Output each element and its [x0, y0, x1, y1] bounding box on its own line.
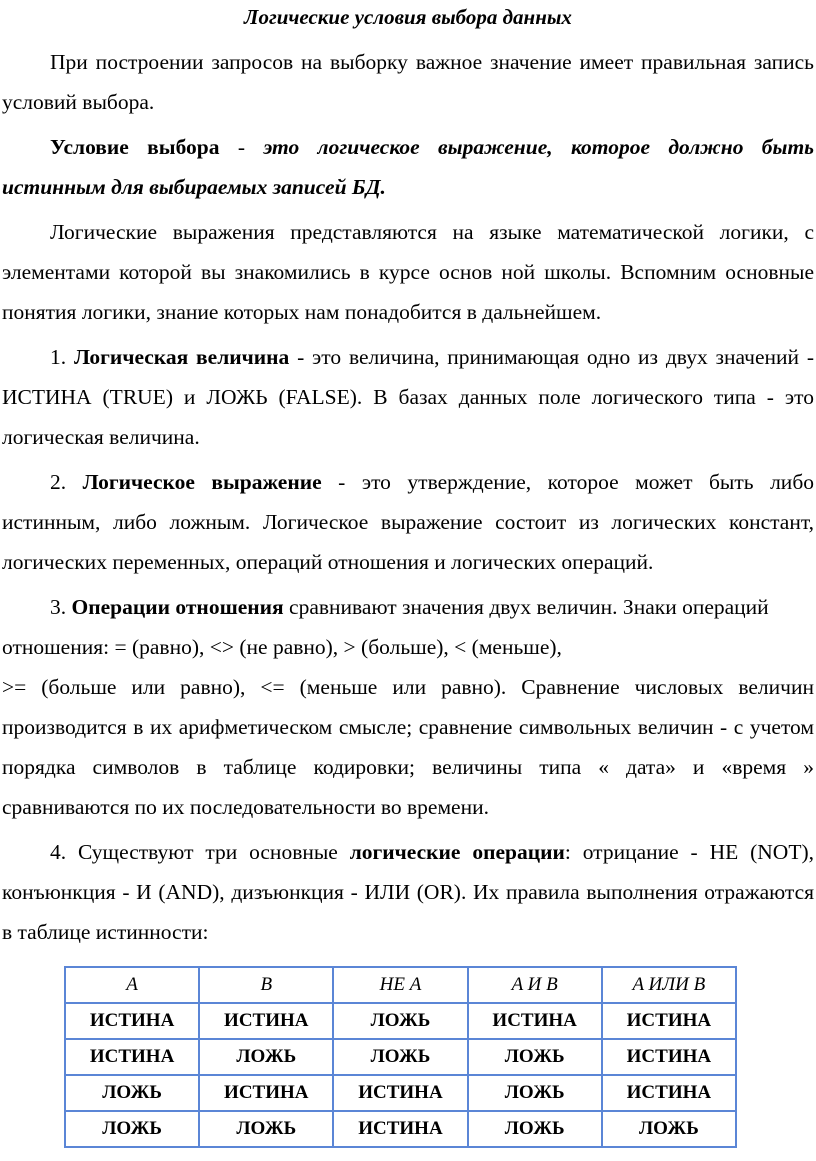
- header-cell: A: [65, 967, 199, 1003]
- table-cell: ЛОЖЬ: [602, 1111, 736, 1147]
- table-cell: ИСТИНА: [602, 1003, 736, 1039]
- item-2: [2, 462, 814, 582]
- document-page: [0, 2, 816, 1148]
- item-3: [2, 587, 814, 667]
- table-row: [65, 1075, 736, 1111]
- header-cell: A ИЛИ B: [602, 967, 736, 1003]
- item-3-continued: >= (больше или равно), <= (меньше или равно). Сравнение числовых величин производится в их арифметическом смысле; сравнение символьных величин - с учетом порядка символов в таблице кодировки; величины типа « дата» и «время » сравниваются по их последовательности во времени.: [2, 675, 814, 819]
- term: Условие выбора: [50, 135, 220, 159]
- item-1: [2, 337, 814, 457]
- item-number: 2.: [50, 470, 83, 494]
- table-cell: ИСТИНА: [65, 1003, 199, 1039]
- table-cell: ИСТИНА: [468, 1003, 602, 1039]
- item-number: 4.: [50, 840, 78, 864]
- table-cell: ЛОЖЬ: [333, 1039, 467, 1075]
- header-cell: НЕ A: [333, 967, 467, 1003]
- document-title: Логические условия выбора данных: [244, 5, 572, 29]
- table-cell: ИСТИНА: [602, 1039, 736, 1075]
- table-cell: ИСТИНА: [333, 1075, 467, 1111]
- table-row: [65, 1111, 736, 1147]
- item-text: - это величина, принимающая одно из двух значений - ИСТИНА (TRUE) и ЛОЖЬ (FALSE). В базах данных поле логического типа - это логическая величина.: [2, 345, 815, 449]
- term: Логическое выражение: [82, 470, 322, 494]
- paragraph-logic: Логические выражения представляются на языке математической логики, с элементами которой вы знакомились в курсе основ ной школы. Вспомним основные понятия логики, знание которых нам понадобится в дальнейшем.: [2, 220, 814, 324]
- separator: -: [219, 135, 264, 159]
- item-4: [2, 832, 814, 952]
- term: Операции отношения: [71, 595, 284, 619]
- term: Логическая величина: [73, 345, 290, 369]
- definition: это логическое выражение, которое должно быть истинным для выбираемых записей БД.: [2, 135, 815, 199]
- table-cell: ИСТИНА: [333, 1111, 467, 1147]
- table-cell: ИСТИНА: [199, 1075, 333, 1111]
- table-cell: ЛОЖЬ: [468, 1039, 602, 1075]
- truth-table: [64, 966, 737, 1148]
- item-text: Существуют три основные: [78, 840, 350, 864]
- paragraph-definition: [2, 127, 814, 207]
- paragraph-intro: При построении запросов на выборку важное значение имеет правильная запись условий выбора.: [2, 50, 814, 114]
- item-number: 3.: [50, 595, 72, 619]
- item-text: сравнивают значения двух величин. Знаки операций отношения: = (равно), <> (не равно), > (больше), < (меньше),: [2, 595, 769, 659]
- table-cell: ИСТИНА: [199, 1003, 333, 1039]
- item-text: - это утверждение, которое может быть либо истинным, либо ложным. Логическое выражение состоит из логических констант, логических переменных, операций отношения и логических операций.: [2, 470, 815, 574]
- table-cell: ЛОЖЬ: [199, 1111, 333, 1147]
- table-cell: ЛОЖЬ: [333, 1003, 467, 1039]
- table-row: [65, 1039, 736, 1075]
- table-header-row: [65, 967, 736, 1003]
- table-cell: ЛОЖЬ: [468, 1075, 602, 1111]
- table-cell: ИСТИНА: [65, 1039, 199, 1075]
- header-cell: A И B: [468, 967, 602, 1003]
- term: логические операции: [349, 840, 565, 864]
- table-cell: ЛОЖЬ: [468, 1111, 602, 1147]
- header-cell: B: [199, 967, 333, 1003]
- item-number: 1.: [50, 345, 74, 369]
- table-row: [65, 1003, 736, 1039]
- table-cell: ЛОЖЬ: [199, 1039, 333, 1075]
- table-cell: ЛОЖЬ: [65, 1111, 199, 1147]
- table-cell: ЛОЖЬ: [65, 1075, 199, 1111]
- table-cell: ИСТИНА: [602, 1075, 736, 1111]
- item-text: : отрицание - НЕ (NOT), конъюнкция - И (AND), дизъюнкция - ИЛИ (OR). Их правила выполнения отражаются в таблице истинности:: [2, 840, 814, 944]
